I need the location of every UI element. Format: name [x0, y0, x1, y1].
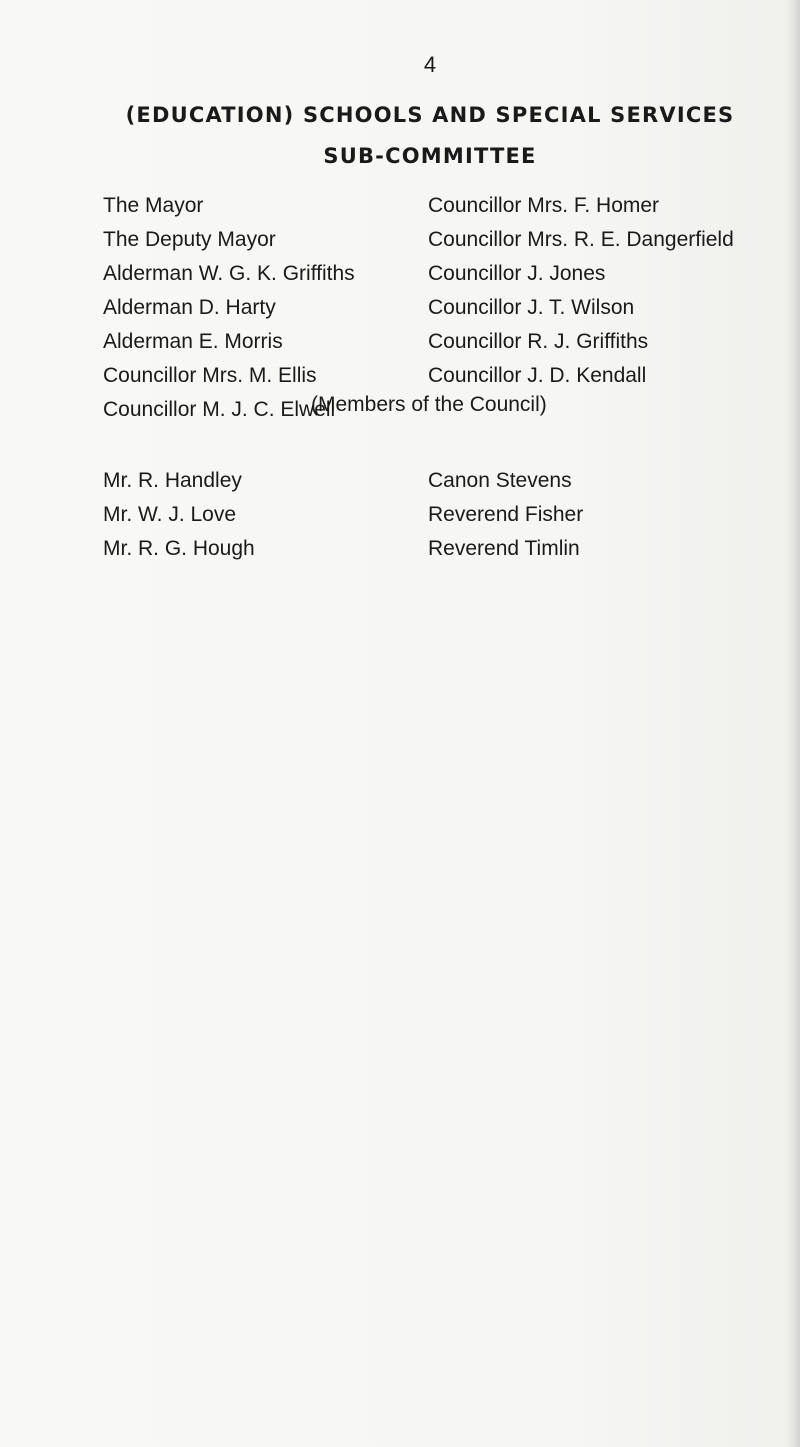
member-name: Reverend Fisher	[428, 503, 584, 526]
member-name: Alderman E. Morris	[103, 330, 283, 353]
committee-title-line-1: (EDUCATION) SCHOOLS AND SPECIAL SERVICES	[125, 103, 735, 127]
member-name: Councillor J. D. Kendall	[428, 364, 647, 387]
member-name: Councillor Mrs. F. Homer	[428, 194, 660, 217]
member-name: Mr. R. Handley	[103, 469, 242, 492]
page-edge-shadow	[786, 0, 800, 1447]
member-name: Alderman D. Harty	[103, 296, 276, 319]
member-name: The Mayor	[103, 194, 204, 217]
member-name: Canon Stevens	[428, 469, 572, 492]
member-name: Councillor Mrs. R. E. Dangerfield	[428, 228, 734, 251]
members-of-council-note: (Members of the Council)	[311, 393, 547, 416]
member-name: Councillor M. J. C. Elwell	[103, 398, 336, 421]
council-members-right-column	[428, 189, 734, 393]
other-members-right-column	[428, 464, 583, 566]
member-name: Alderman W. G. K. Griffiths	[103, 262, 355, 285]
committee-title-line-2: SUB-COMMITTEE	[323, 144, 537, 168]
member-name: Mr. R. G. Hough	[103, 537, 255, 560]
member-name: Councillor J. T. Wilson	[428, 296, 635, 319]
member-name: Mr. W. J. Love	[103, 503, 237, 526]
other-members-left-column	[103, 464, 255, 566]
member-name: Councillor R. J. Griffiths	[428, 330, 649, 353]
member-name: Reverend Timlin	[428, 537, 580, 560]
member-name: Councillor Mrs. M. Ellis	[103, 364, 317, 387]
member-name: Councillor J. Jones	[428, 262, 606, 285]
page-number: 4	[423, 52, 437, 77]
member-name: The Deputy Mayor	[103, 228, 276, 251]
